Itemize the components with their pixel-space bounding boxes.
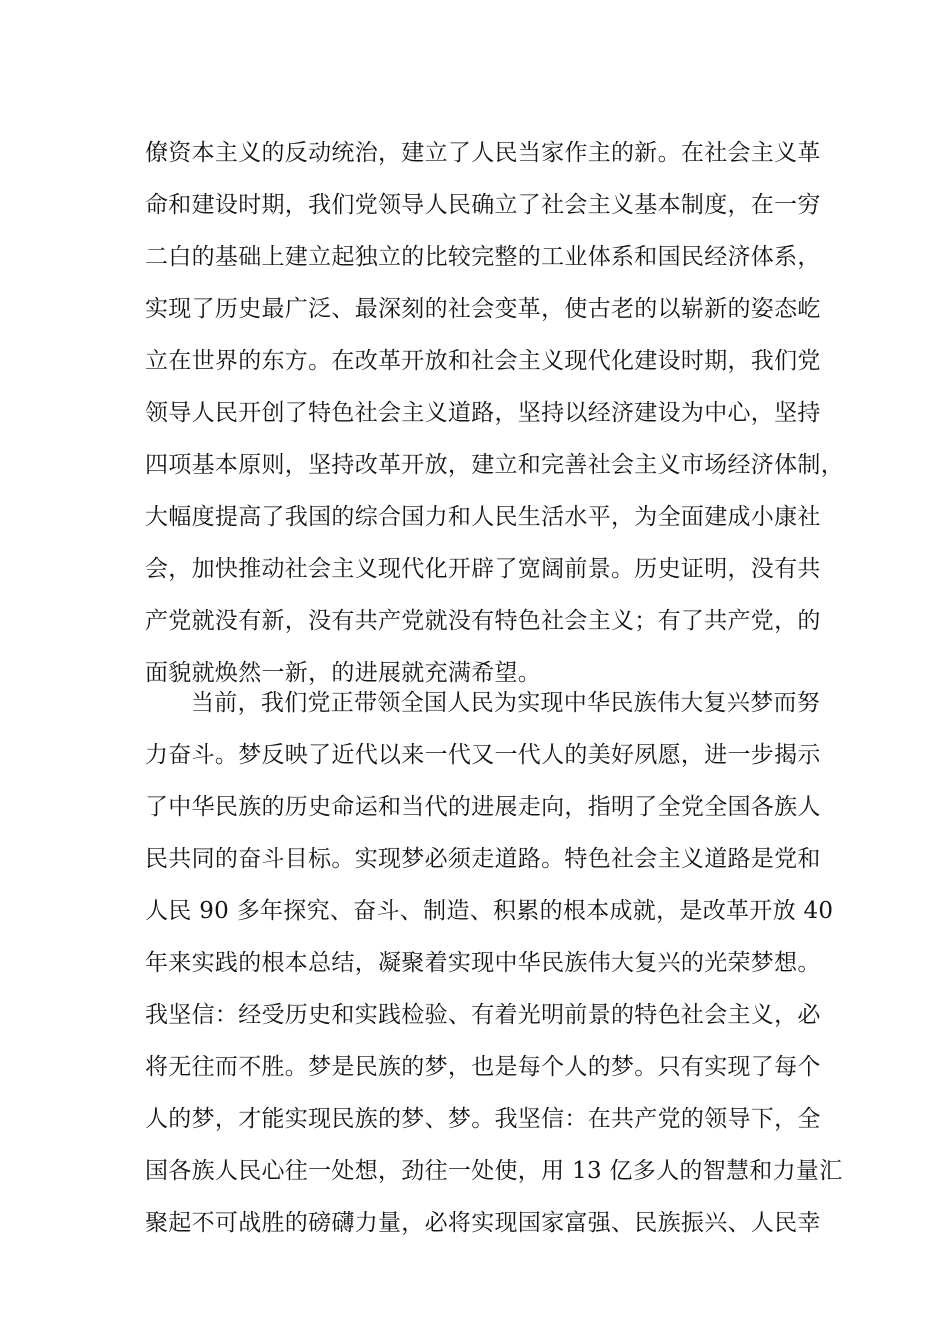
text-line: 当前，我们党正带领全国人民为实现中华民族伟大复兴梦而努	[191, 690, 821, 716]
text-line: 大幅度提高了我国的综合国力和人民生活水平，为全面建成小康社	[145, 504, 821, 530]
text-line: 四项基本原则，坚持改革开放，建立和完善社会主义市场经济体制，	[145, 452, 844, 478]
text-line: 领导人民开创了特色社会主义道路，坚持以经济建设为中心，坚持	[145, 400, 821, 426]
text-line: 聚起不可战胜的磅礴力量，必将实现国家富强、民族振兴、人民幸	[145, 1210, 821, 1236]
text-line: 立在世界的东方。在改革开放和社会主义现代化建设时期，我们党	[145, 348, 821, 374]
text-line: 会，加快推动社会主义现代化开辟了宽阔前景。历史证明，没有共	[145, 556, 821, 582]
text-line: 将无往而不胜。梦是民族的梦，也是每个人的梦。只有实现了每个	[145, 1054, 821, 1080]
text-line: 人的梦，才能实现民族的梦、梦。我坚信：在共产党的领导下，全	[145, 1106, 821, 1132]
text-line: 产党就没有新，没有共产党就没有特色社会主义；有了共产党，的	[145, 608, 821, 634]
text-line: 了中华民族的历史命运和当代的进展走向，指明了全党全国各族人	[145, 794, 821, 820]
text-line: 人民 90 多年探究、奋斗、制造、积累的根本成就，是改革开放 40	[145, 898, 834, 924]
text-line: 国各族人民心往一处想，劲往一处使，用 13 亿多人的智慧和力量汇	[145, 1158, 843, 1184]
text-line: 民共同的奋斗目标。实现梦必须走道路。特色社会主义道路是党和	[145, 846, 821, 872]
text-line: 命和建设时期，我们党领导人民确立了社会主义基本制度，在一穷	[145, 192, 821, 218]
text-line: 面貌就焕然一新，的进展就充满希望。	[145, 660, 542, 686]
text-line: 实现了历史最广泛、最深刻的社会变革，使古老的以崭新的姿态屹	[145, 296, 821, 322]
paragraph-2	[145, 677, 843, 1249]
text-line: 年来实践的根本总结，凝聚着实现中华民族伟大复兴的光荣梦想。	[145, 950, 821, 976]
text-line: 僚资本主义的反动统治，建立了人民当家作主的新。在社会主义革	[145, 140, 821, 166]
paragraph-1	[145, 127, 844, 699]
text-line: 我坚信：经受历史和实践检验、有着光明前景的特色社会主义，必	[145, 1002, 821, 1028]
text-line: 二白的基础上建立起独立的比较完整的工业体系和国民经济体系，	[145, 244, 821, 270]
text-line: 力奋斗。梦反映了近代以来一代又一代人的美好夙愿，进一步揭示	[145, 742, 821, 768]
